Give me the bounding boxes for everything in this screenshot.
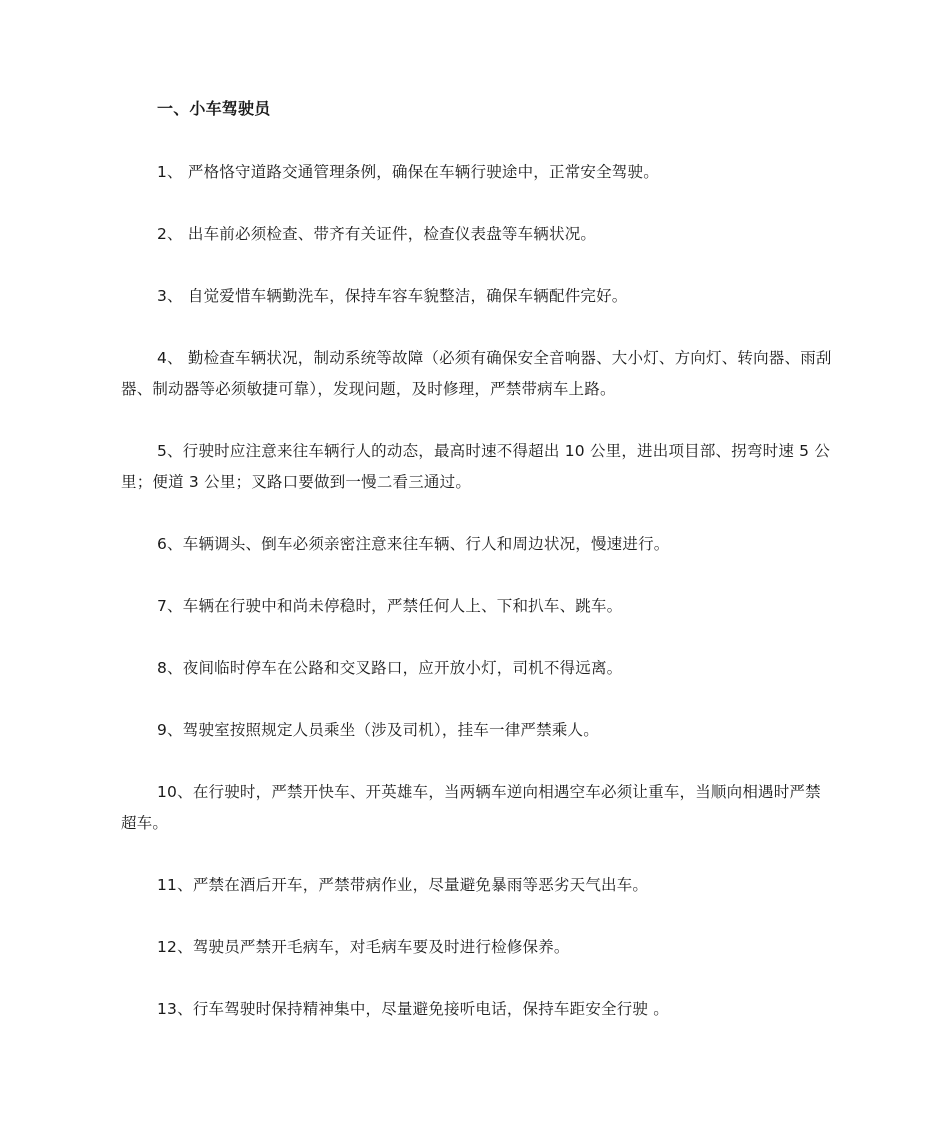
rule-item-7: 7、车辆在行驶中和尚未停稳时，严禁任何人上、下和扒车、跳车。 (157, 597, 623, 615)
rule-item-5: 5、行驶时应注意来往车辆行人的动态，最高时速不得超出 10 公里，进出项目部、拐弯时速 5 公里；便道 3 公里；叉路口要做到一慢二看三通过。 (121, 442, 831, 491)
rule-item-9: 9、驾驶室按照规定人员乘坐（涉及司机），挂车一律严禁乘人。 (157, 721, 599, 739)
rule-item-3: 3、 自觉爱惜车辆勤洗车，保持车容车貌整洁，确保车辆配件完好。 (157, 287, 628, 305)
rule-item-2: 2、 出车前必须检查、带齐有关证件，检查仪表盘等车辆状况。 (157, 225, 597, 243)
rule-item-8: 8、夜间临时停车在公路和交叉路口，应开放小灯，司机不得远离。 (157, 659, 623, 677)
rule-item-6: 6、车辆调头、倒车必须亲密注意来往车辆、行人和周边状况，慢速进行。 (157, 535, 670, 553)
document-body (121, 95, 833, 1056)
rule-item-11: 11、严禁在酒后开车，严禁带病作业，尽量避免暴雨等恶劣天气出车。 (157, 876, 649, 894)
section-heading: 一、小车驾驶员 (157, 99, 271, 118)
rule-item-1: 1、 严格恪守道路交通管理条例，确保在车辆行驶途中，正常安全驾驶。 (157, 163, 659, 181)
rule-item-12: 12、驾驶员严禁开毛病车，对毛病车要及时进行检修保养。 (157, 938, 570, 956)
rule-item-13: 13、行车驾驶时保持精神集中，尽量避免接听电话，保持车距安全行驶 。 (157, 1000, 669, 1018)
rule-item-10: 10、在行驶时，严禁开快车、开英雄车，当两辆车逆向相遇空车必须让重车，当顺向相遇时严禁超车。 (121, 783, 821, 832)
rule-item-4: 4、 勤检查车辆状况，制动系统等故障（必须有确保安全音响器、大小灯、方向灯、转向器、雨刮器、制动器等必须敏捷可靠），发现问题，及时修理，严禁带病车上路。 (121, 349, 832, 398)
